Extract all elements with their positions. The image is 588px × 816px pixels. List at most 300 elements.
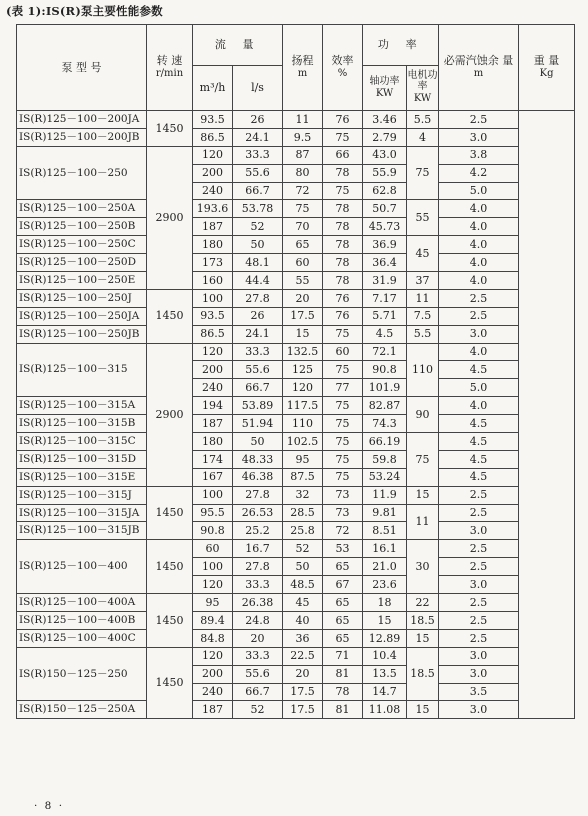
speed-cell: 1450 [147, 486, 193, 540]
flow-m3h-cell: 120 [193, 146, 233, 164]
model-cell: IS(R)125－100－315JA [17, 504, 147, 522]
shaft-power-cell: 90.8 [363, 361, 407, 379]
motor-power-cell: 5.5 [407, 111, 439, 129]
head-cell: 102.5 [283, 433, 323, 451]
shaft-power-cell: 23.6 [363, 576, 407, 594]
flow-m3h-cell: 200 [193, 665, 233, 683]
head-cell: 9.5 [283, 128, 323, 146]
header-efficiency-unit: % [337, 68, 348, 80]
flow-m3h-cell: 95.5 [193, 504, 233, 522]
npsh-cell: 3.0 [439, 576, 519, 594]
table-row [17, 486, 575, 504]
motor-power-cell: 15 [407, 486, 439, 504]
shaft-power-cell: 5.71 [363, 307, 407, 325]
flow-m3h-cell: 187 [193, 701, 233, 719]
efficiency-cell: 75 [323, 415, 363, 433]
npsh-cell: 4.0 [439, 218, 519, 236]
header-model: 泵 型 号 [17, 25, 147, 111]
table-row [17, 146, 575, 164]
npsh-cell: 2.5 [439, 629, 519, 647]
model-cell: IS(R)125－100－315B [17, 415, 147, 433]
flow-m3h-cell: 84.8 [193, 629, 233, 647]
shaft-power-cell: 18 [363, 594, 407, 612]
head-cell: 32 [283, 486, 323, 504]
flow-m3h-cell: 160 [193, 272, 233, 290]
shaft-power-cell: 10.4 [363, 647, 407, 665]
table-row [17, 325, 575, 343]
shaft-power-cell: 45.73 [363, 218, 407, 236]
weight-cell [519, 111, 575, 719]
motor-power-cell: 4 [407, 128, 439, 146]
flow-m3h-cell: 180 [193, 433, 233, 451]
flow-m3h-cell: 93.5 [193, 307, 233, 325]
header-weight-unit: Kg [539, 68, 554, 80]
flow-ls-cell: 46.38 [233, 468, 283, 486]
header-shaft-power [363, 66, 407, 111]
motor-power-cell: 30 [407, 540, 439, 594]
header-efficiency [323, 25, 363, 111]
motor-power-cell: 5.5 [407, 325, 439, 343]
table-row [17, 236, 575, 254]
efficiency-cell: 78 [323, 254, 363, 272]
model-cell: IS(R)125－100－400 [17, 540, 147, 594]
efficiency-cell: 53 [323, 540, 363, 558]
shaft-power-cell: 11.08 [363, 701, 407, 719]
model-cell: IS(R)125－100－315D [17, 450, 147, 468]
table-row [17, 611, 575, 629]
flow-ls-cell: 55.6 [233, 665, 283, 683]
header-power: 功 率 [363, 25, 439, 66]
flow-ls-cell: 52 [233, 218, 283, 236]
head-cell: 36 [283, 629, 323, 647]
speed-cell: 1450 [147, 647, 193, 719]
npsh-cell: 4.5 [439, 361, 519, 379]
shaft-power-cell: 4.5 [363, 325, 407, 343]
efficiency-cell: 75 [323, 361, 363, 379]
efficiency-cell: 67 [323, 576, 363, 594]
speed-cell: 1450 [147, 540, 193, 594]
efficiency-cell: 78 [323, 236, 363, 254]
header-npsh [439, 25, 519, 111]
flow-ls-cell: 33.3 [233, 343, 283, 361]
flow-m3h-cell: 120 [193, 647, 233, 665]
flow-m3h-cell: 120 [193, 343, 233, 361]
efficiency-cell: 81 [323, 701, 363, 719]
speed-cell: 2900 [147, 146, 193, 289]
flow-m3h-cell: 187 [193, 415, 233, 433]
head-cell: 87 [283, 146, 323, 164]
speed-cell: 1450 [147, 111, 193, 147]
head-cell: 45 [283, 594, 323, 612]
npsh-cell: 4.0 [439, 397, 519, 415]
shaft-power-cell: 2.79 [363, 128, 407, 146]
header-motor-power-unit: KW [413, 93, 432, 105]
header-efficiency-label: 效率 [331, 54, 354, 68]
header-npsh-label: 必需汽蚀余 量 [443, 54, 514, 68]
npsh-cell: 2.5 [439, 289, 519, 307]
npsh-cell: 4.0 [439, 254, 519, 272]
page-number: · 8 · [34, 800, 65, 812]
head-cell: 75 [283, 200, 323, 218]
efficiency-cell: 75 [323, 450, 363, 468]
shaft-power-cell: 3.46 [363, 111, 407, 129]
flow-ls-cell: 44.4 [233, 272, 283, 290]
flow-ls-cell: 20 [233, 629, 283, 647]
flow-ls-cell: 50 [233, 433, 283, 451]
head-cell: 28.5 [283, 504, 323, 522]
head-cell: 117.5 [283, 397, 323, 415]
shaft-power-cell: 15 [363, 611, 407, 629]
flow-m3h-cell: 100 [193, 486, 233, 504]
shaft-power-cell: 9.81 [363, 504, 407, 522]
flow-m3h-cell: 86.5 [193, 325, 233, 343]
head-cell: 22.5 [283, 647, 323, 665]
flow-m3h-cell: 180 [193, 236, 233, 254]
table-row [17, 433, 575, 451]
model-cell: IS(R)125－100－250J [17, 289, 147, 307]
head-cell: 17.5 [283, 683, 323, 701]
header-speed-label: 转 速 [156, 54, 183, 68]
head-cell: 125 [283, 361, 323, 379]
table-row [17, 450, 575, 468]
header-flow-m3h: m³/h [193, 66, 233, 111]
model-cell: IS(R)125－100－250D [17, 254, 147, 272]
shaft-power-cell: 36.9 [363, 236, 407, 254]
table-row [17, 594, 575, 612]
motor-power-cell: 90 [407, 397, 439, 433]
motor-power-cell: 37 [407, 272, 439, 290]
motor-power-cell: 75 [407, 146, 439, 200]
head-cell: 110 [283, 415, 323, 433]
motor-power-cell: 22 [407, 594, 439, 612]
header-flow-ls: l/s [233, 66, 283, 111]
head-cell: 60 [283, 254, 323, 272]
head-cell: 25.8 [283, 522, 323, 540]
shaft-power-cell: 50.7 [363, 200, 407, 218]
npsh-cell: 3.0 [439, 701, 519, 719]
table-row [17, 468, 575, 486]
head-cell: 20 [283, 289, 323, 307]
shaft-power-cell: 7.17 [363, 289, 407, 307]
efficiency-cell: 77 [323, 379, 363, 397]
efficiency-cell: 76 [323, 307, 363, 325]
motor-power-cell: 15 [407, 629, 439, 647]
head-cell: 87.5 [283, 468, 323, 486]
efficiency-cell: 71 [323, 647, 363, 665]
npsh-cell: 5.0 [439, 379, 519, 397]
flow-m3h-cell: 100 [193, 558, 233, 576]
npsh-cell: 3.8 [439, 146, 519, 164]
header-speed-unit: r/min [155, 68, 184, 80]
flow-ls-cell: 24.1 [233, 325, 283, 343]
npsh-cell: 2.5 [439, 594, 519, 612]
head-cell: 55 [283, 272, 323, 290]
header-flow: 流 量 [193, 25, 283, 66]
model-cell: IS(R)125－100－400B [17, 611, 147, 629]
shaft-power-cell: 8.51 [363, 522, 407, 540]
table-row [17, 200, 575, 218]
flow-ls-cell: 33.3 [233, 647, 283, 665]
shaft-power-cell: 55.9 [363, 164, 407, 182]
motor-power-cell: 15 [407, 701, 439, 719]
npsh-cell: 4.5 [439, 415, 519, 433]
flow-m3h-cell: 173 [193, 254, 233, 272]
header-motor-power [407, 66, 439, 111]
shaft-power-cell: 62.8 [363, 182, 407, 200]
npsh-cell: 3.0 [439, 522, 519, 540]
header-speed [147, 25, 193, 111]
table-row [17, 540, 575, 558]
shaft-power-cell: 21.0 [363, 558, 407, 576]
model-cell: IS(R)125－100－315 [17, 343, 147, 397]
flow-m3h-cell: 187 [193, 218, 233, 236]
table-row [17, 701, 575, 719]
shaft-power-cell: 13.5 [363, 665, 407, 683]
efficiency-cell: 65 [323, 558, 363, 576]
table-row [17, 128, 575, 146]
table-row [17, 647, 575, 665]
speed-cell: 1450 [147, 289, 193, 343]
motor-power-cell: 18.5 [407, 611, 439, 629]
flow-m3h-cell: 240 [193, 683, 233, 701]
header-weight [519, 25, 575, 111]
shaft-power-cell: 74.3 [363, 415, 407, 433]
head-cell: 65 [283, 236, 323, 254]
table-row [17, 397, 575, 415]
flow-ls-cell: 27.8 [233, 558, 283, 576]
flow-m3h-cell: 240 [193, 379, 233, 397]
motor-power-cell: 75 [407, 433, 439, 487]
flow-m3h-cell: 194 [193, 397, 233, 415]
header-npsh-unit: m [473, 68, 484, 80]
head-cell: 80 [283, 164, 323, 182]
header-weight-label: 重 量 [533, 54, 560, 68]
flow-m3h-cell: 200 [193, 164, 233, 182]
efficiency-cell: 66 [323, 146, 363, 164]
flow-m3h-cell: 95 [193, 594, 233, 612]
efficiency-cell: 78 [323, 272, 363, 290]
header-head-unit: m [297, 68, 308, 80]
efficiency-cell: 78 [323, 200, 363, 218]
efficiency-cell: 73 [323, 486, 363, 504]
table-row [17, 343, 575, 361]
model-cell: IS(R)125－100－250C [17, 236, 147, 254]
flow-ls-cell: 48.33 [233, 450, 283, 468]
npsh-cell: 3.0 [439, 128, 519, 146]
flow-ls-cell: 66.7 [233, 182, 283, 200]
flow-ls-cell: 26.53 [233, 504, 283, 522]
npsh-cell: 2.5 [439, 558, 519, 576]
head-cell: 48.5 [283, 576, 323, 594]
npsh-cell: 2.5 [439, 307, 519, 325]
motor-power-cell: 45 [407, 236, 439, 272]
flow-ls-cell: 53.89 [233, 397, 283, 415]
shaft-power-cell: 82.87 [363, 397, 407, 415]
model-cell: IS(R)150－125－250 [17, 647, 147, 701]
efficiency-cell: 75 [323, 397, 363, 415]
head-cell: 72 [283, 182, 323, 200]
flow-m3h-cell: 120 [193, 576, 233, 594]
efficiency-cell: 78 [323, 164, 363, 182]
flow-ls-cell: 51.94 [233, 415, 283, 433]
flow-ls-cell: 27.8 [233, 289, 283, 307]
table-row [17, 254, 575, 272]
flow-m3h-cell: 167 [193, 468, 233, 486]
head-cell: 40 [283, 611, 323, 629]
head-cell: 15 [283, 325, 323, 343]
efficiency-cell: 75 [323, 433, 363, 451]
flow-m3h-cell: 200 [193, 361, 233, 379]
pump-performance-table [16, 24, 575, 719]
model-cell: IS(R)125－100－315A [17, 397, 147, 415]
efficiency-cell: 65 [323, 594, 363, 612]
model-cell: IS(R)125－100－200JA [17, 111, 147, 129]
model-cell: IS(R)125－100－250JB [17, 325, 147, 343]
efficiency-cell: 73 [323, 504, 363, 522]
model-cell: IS(R)125－100－250JA [17, 307, 147, 325]
efficiency-cell: 78 [323, 218, 363, 236]
efficiency-cell: 75 [323, 325, 363, 343]
flow-ls-cell: 55.6 [233, 361, 283, 379]
npsh-cell: 4.0 [439, 272, 519, 290]
efficiency-cell: 75 [323, 468, 363, 486]
flow-ls-cell: 50 [233, 236, 283, 254]
efficiency-cell: 75 [323, 182, 363, 200]
head-cell: 52 [283, 540, 323, 558]
flow-ls-cell: 26.38 [233, 594, 283, 612]
flow-m3h-cell: 240 [193, 182, 233, 200]
flow-ls-cell: 25.2 [233, 522, 283, 540]
flow-ls-cell: 26 [233, 111, 283, 129]
flow-m3h-cell: 193.6 [193, 200, 233, 218]
flow-m3h-cell: 90.8 [193, 522, 233, 540]
model-cell: IS(R)125－100－250B [17, 218, 147, 236]
head-cell: 70 [283, 218, 323, 236]
motor-power-cell: 110 [407, 343, 439, 397]
efficiency-cell: 81 [323, 665, 363, 683]
npsh-cell: 4.2 [439, 164, 519, 182]
table-caption: (表 1):IS(R)泵主要性能参数 [6, 4, 163, 18]
flow-ls-cell: 55.6 [233, 164, 283, 182]
table-row [17, 504, 575, 522]
flow-ls-cell: 66.7 [233, 379, 283, 397]
flow-ls-cell: 48.1 [233, 254, 283, 272]
efficiency-cell: 76 [323, 289, 363, 307]
shaft-power-cell: 72.1 [363, 343, 407, 361]
efficiency-cell: 65 [323, 611, 363, 629]
flow-m3h-cell: 86.5 [193, 128, 233, 146]
npsh-cell: 2.5 [439, 504, 519, 522]
npsh-cell: 4.5 [439, 468, 519, 486]
head-cell: 50 [283, 558, 323, 576]
npsh-cell: 3.0 [439, 647, 519, 665]
flow-ls-cell: 52 [233, 701, 283, 719]
flow-ls-cell: 26 [233, 307, 283, 325]
flow-ls-cell: 24.1 [233, 128, 283, 146]
model-cell: IS(R)125－100－315JB [17, 522, 147, 540]
flow-ls-cell: 33.3 [233, 146, 283, 164]
npsh-cell: 2.5 [439, 611, 519, 629]
flow-ls-cell: 33.3 [233, 576, 283, 594]
head-cell: 20 [283, 665, 323, 683]
speed-cell: 1450 [147, 594, 193, 648]
shaft-power-cell: 59.8 [363, 450, 407, 468]
model-cell: IS(R)125－100－250A [17, 200, 147, 218]
model-cell: IS(R)125－100－250E [17, 272, 147, 290]
npsh-cell: 3.0 [439, 665, 519, 683]
npsh-cell: 4.5 [439, 433, 519, 451]
header-shaft-power-unit: KW [375, 88, 394, 99]
motor-power-cell: 11 [407, 504, 439, 540]
motor-power-cell: 18.5 [407, 647, 439, 701]
efficiency-cell: 76 [323, 111, 363, 129]
shaft-power-cell: 16.1 [363, 540, 407, 558]
motor-power-cell: 7.5 [407, 307, 439, 325]
motor-power-cell: 55 [407, 200, 439, 236]
npsh-cell: 4.0 [439, 236, 519, 254]
shaft-power-cell: 66.19 [363, 433, 407, 451]
npsh-cell: 4.5 [439, 450, 519, 468]
model-cell: IS(R)150－125－250A [17, 701, 147, 719]
flow-m3h-cell: 60 [193, 540, 233, 558]
flow-m3h-cell: 174 [193, 450, 233, 468]
head-cell: 132.5 [283, 343, 323, 361]
head-cell: 17.5 [283, 307, 323, 325]
header-shaft-power-label: 轴功率 [369, 75, 400, 87]
head-cell: 17.5 [283, 701, 323, 719]
model-cell: IS(R)125－100－400A [17, 594, 147, 612]
shaft-power-cell: 36.4 [363, 254, 407, 272]
model-cell: IS(R)125－100－250 [17, 146, 147, 200]
efficiency-cell: 78 [323, 683, 363, 701]
flow-ls-cell: 24.8 [233, 611, 283, 629]
shaft-power-cell: 53.24 [363, 468, 407, 486]
motor-power-cell: 11 [407, 289, 439, 307]
table-row [17, 111, 575, 129]
efficiency-cell: 72 [323, 522, 363, 540]
shaft-power-cell: 14.7 [363, 683, 407, 701]
head-cell: 120 [283, 379, 323, 397]
shaft-power-cell: 11.9 [363, 486, 407, 504]
flow-ls-cell: 53.78 [233, 200, 283, 218]
npsh-cell: 5.0 [439, 182, 519, 200]
table-row [17, 629, 575, 647]
flow-m3h-cell: 89.4 [193, 611, 233, 629]
npsh-cell: 2.5 [439, 111, 519, 129]
flow-ls-cell: 66.7 [233, 683, 283, 701]
model-cell: IS(R)125－100－315E [17, 468, 147, 486]
speed-cell: 2900 [147, 343, 193, 486]
header-motor-power-label: 电机功率 [407, 70, 438, 92]
model-cell: IS(R)125－100－400C [17, 629, 147, 647]
flow-ls-cell: 27.8 [233, 486, 283, 504]
header-head [283, 25, 323, 111]
shaft-power-cell: 101.9 [363, 379, 407, 397]
head-cell: 11 [283, 111, 323, 129]
table-body [17, 111, 575, 719]
model-cell: IS(R)125－100－315C [17, 433, 147, 451]
efficiency-cell: 60 [323, 343, 363, 361]
npsh-cell: 3.5 [439, 683, 519, 701]
npsh-cell: 2.5 [439, 486, 519, 504]
flow-m3h-cell: 100 [193, 289, 233, 307]
table-row [17, 218, 575, 236]
npsh-cell: 4.0 [439, 343, 519, 361]
shaft-power-cell: 12.89 [363, 629, 407, 647]
model-cell: IS(R)125－100－200JB [17, 128, 147, 146]
npsh-cell: 3.0 [439, 325, 519, 343]
shaft-power-cell: 43.0 [363, 146, 407, 164]
